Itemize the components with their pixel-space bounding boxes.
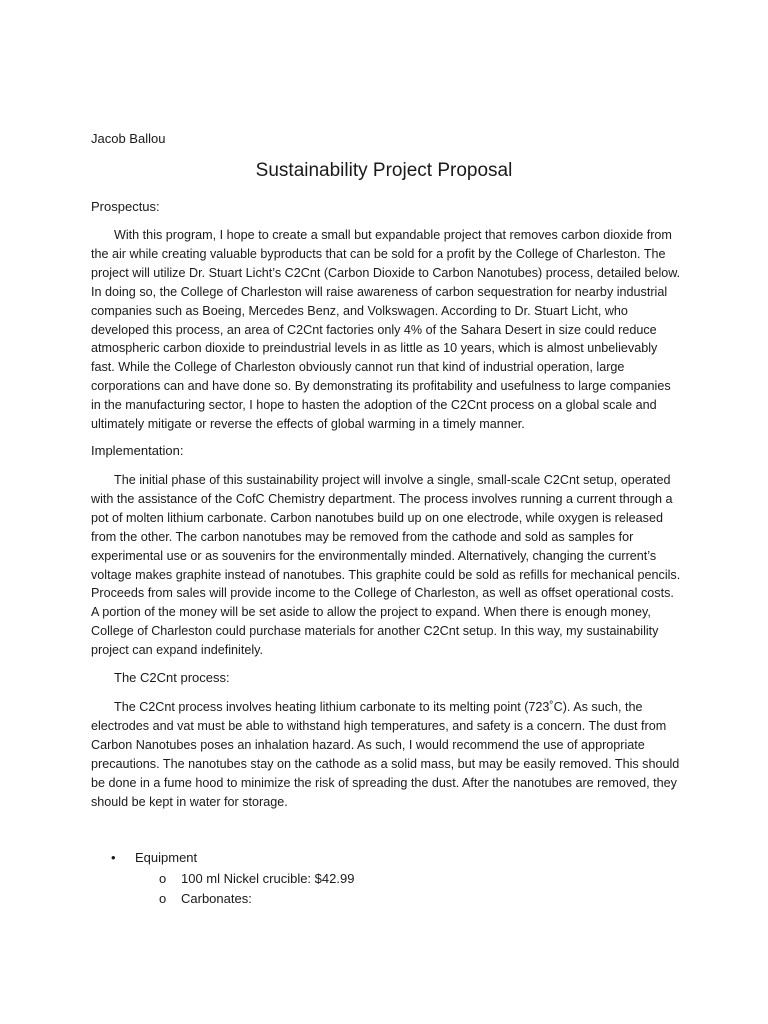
document-title: Sustainability Project Proposal [255, 160, 513, 181]
equipment-label: Equipment [135, 850, 198, 865]
subitem-text: 100 ml Nickel crucible: $42.99 [181, 871, 355, 886]
bullet-icon: • [111, 850, 116, 865]
process-paragraph: The C2Cnt process involves heating lithium carbonate to its melting point (723˚C). As such, the electrodes and vat must be able to withstand high temperatures, and safety is a concern. The dust from Carbon Nanotubes poses an inhalation hazard. As such, I would recommend the use of appropriate precautions. The nanotubes stay on the cathode as a solid mass, but may be easily removed. This should be done in a fume hood to minimize the risk of spreading the dust. After the nanotubes are removed, they should be kept in water for storage. [91, 700, 680, 809]
sub-bullet-icon: o [159, 871, 167, 886]
sub-bullet-icon: o [159, 891, 167, 906]
implementation-paragraph: The initial phase of this sustainability project will involve a single, small-scale C2Cnt setup, operated with the assistance of the CofC Chemistry department. The process involves running a current through a pot of molten lithium carbonate. Carbon nanotubes build up on one electrode, while oxygen is released from the other. The carbon nanotubes may be removed from the cathode and sold as samples for experimental use or as souvenirs for the environmentally minded. Alternatively, changing the current’s voltage makes graphite instead of nanotubes. This graphite could be sold as refills for mechanical pencils. Proceeds from sales will provide income to the College of Charleston, as well as offset operational costs. A portion of the money will be set aside to allow the project to expand. When there is enough money, College of Charleston could purchase materials for another C2Cnt setup. In this way, my sustainability project can expand indefinitely. [91, 473, 681, 658]
author-name: Jacob Ballou [91, 131, 166, 146]
prospectus-paragraph: With this program, I hope to create a small but expandable project that removes carbon dioxide from the air while creating valuable byproducts that can be sold for a profit by the College of Charleston. The project will utilize Dr. Stuart Licht’s C2Cnt (Carbon Dioxide to Carbon Nanotubes) process, detailed below. In doing so, the College of Charleston will raise awareness of carbon sequestration for nearby industrial companies such as Boeing, Mercedes Benz, and Volkswagen. According to Dr. Stuart Licht, who developed this process, an area of C2Cnt factories only 4% of the Sahara Desert in size could reduce atmospheric carbon dioxide to preindustrial levels in as little as 10 years, which is almost unbelievably fast. While the College of Charleston obviously cannot run that kind of industrial operation, large corporations can and have done so. By demonstrating its profitability and usefulness to large companies in the manufacturing sector, I hope to hasten the adoption of the C2Cnt process on a global scale and ultimately mitigate or reverse the effects of global warming in a timely manner. [91, 228, 681, 432]
process-heading: The C2Cnt process: [114, 670, 230, 685]
subitem-text: Carbonates: [181, 891, 252, 906]
prospectus-heading: Prospectus: [91, 199, 160, 214]
implementation-heading: Implementation: [91, 443, 184, 458]
